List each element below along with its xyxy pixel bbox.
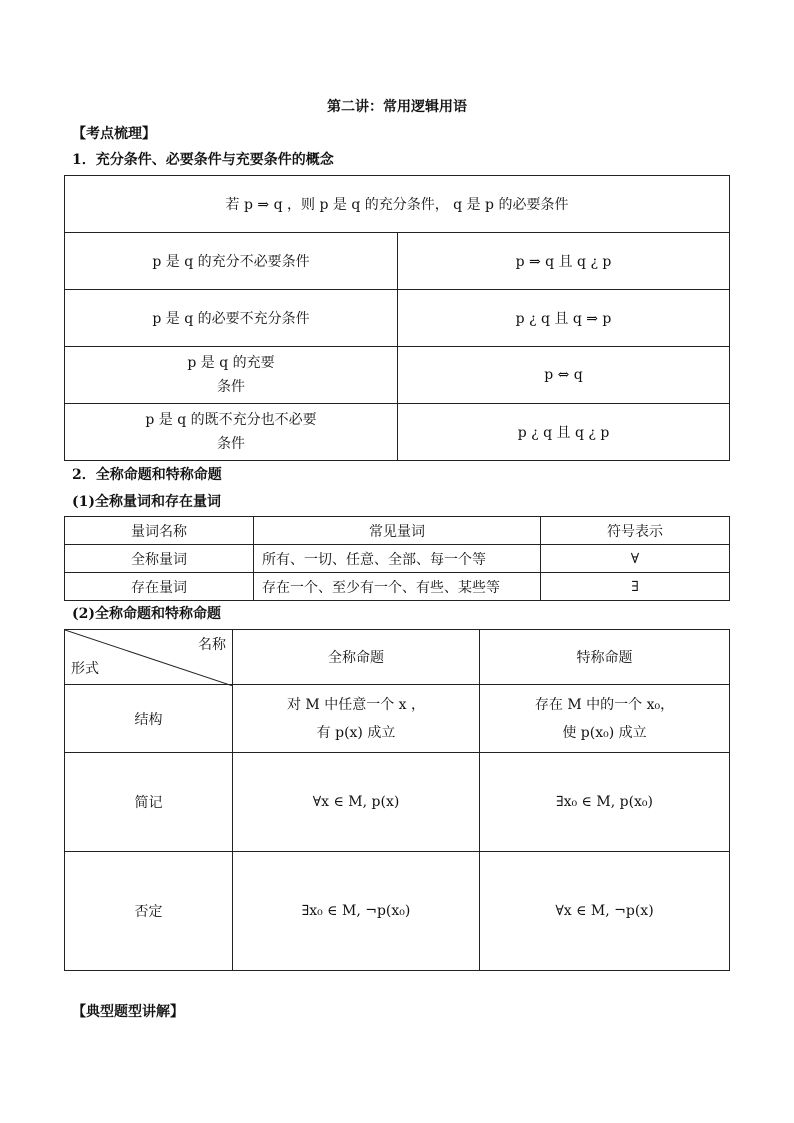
section-examples-heading: 【典型题型讲解】 bbox=[72, 1004, 184, 1020]
row-negation-universal: ∃x₀ ∈ M, ¬p(x₀) bbox=[233, 852, 480, 971]
conditions-header-cell: 若 p ⇒ q ，则 p 是 q 的充分条件， q 是 p 的必要条件 bbox=[65, 176, 730, 233]
corner-bottom-label: 形式 bbox=[71, 661, 99, 677]
cond-row4-left-line1: p 是 q 的既不充分也不必要 bbox=[145, 412, 317, 428]
quantifier-table bbox=[64, 516, 730, 601]
structure-universal-line2: 有 p(x) 成立 bbox=[316, 724, 396, 741]
heading-concepts: 1．充分条件、必要条件与充要条件的概念 bbox=[72, 152, 334, 168]
cond-row1-right: p ⇒ q 且 q ¿ p bbox=[398, 233, 730, 290]
quant-row1-name: 全称量词 bbox=[65, 545, 254, 573]
cond-row3-left-line1: p 是 q 的充要 bbox=[187, 355, 275, 371]
corner-top-label: 名称 bbox=[198, 637, 226, 653]
quant-row2-common: 存在一个、至少有一个、有些、某些等 bbox=[254, 573, 541, 601]
propositions-table bbox=[64, 629, 730, 971]
row-shorthand-universal: ∀x ∈ M, p(x) bbox=[233, 753, 480, 852]
cond-row3-left bbox=[65, 347, 398, 404]
row-negation-existential: ∀x ∈ M, ¬p(x) bbox=[480, 852, 730, 971]
quant-header-symbol: 符号表示 bbox=[541, 517, 730, 545]
section-review-heading: 【考点梳理】 bbox=[72, 126, 156, 142]
row-structure-existential bbox=[480, 685, 730, 753]
quant-header-common: 常见量词 bbox=[254, 517, 541, 545]
col-universal: 全称命题 bbox=[233, 630, 480, 685]
quant-row2-symbol: ∃ bbox=[541, 573, 730, 601]
conditions-table bbox=[64, 175, 730, 461]
row-shorthand-label: 简记 bbox=[65, 753, 233, 852]
cond-row4-right: p ¿ q 且 q ¿ p bbox=[398, 404, 730, 461]
cond-row3-right: p ⇔ q bbox=[398, 347, 730, 404]
heading-propositions: 2．全称命题和特称命题 bbox=[72, 467, 222, 483]
structure-existential-line1: 存在 M 中的一个 x₀， bbox=[534, 696, 675, 713]
cond-row2-right: p ¿ q 且 q ⇒ p bbox=[398, 290, 730, 347]
cond-row1-left: p 是 q 的充分不必要条件 bbox=[65, 233, 398, 290]
page-title: 第二讲：常用逻辑用语 bbox=[327, 99, 467, 115]
heading-universal-existential: (2)全称命题和特称命题 bbox=[72, 606, 221, 622]
structure-existential-line2: 使 p(x₀) 成立 bbox=[562, 724, 647, 741]
structure-universal-line1: 对 M 中任意一个 x ， bbox=[286, 696, 426, 713]
cond-row4-left bbox=[65, 404, 398, 461]
col-existential: 特称命题 bbox=[480, 630, 730, 685]
row-negation-label: 否定 bbox=[65, 852, 233, 971]
corner-cell bbox=[65, 630, 233, 685]
cond-row3-left-line2: 条件 bbox=[217, 379, 245, 395]
cond-row4-left-line2: 条件 bbox=[217, 436, 245, 452]
quant-row1-symbol: ∀ bbox=[541, 545, 730, 573]
quant-header-name: 量词名称 bbox=[65, 517, 254, 545]
row-shorthand-existential: ∃x₀ ∈ M, p(x₀) bbox=[480, 753, 730, 852]
row-structure-universal bbox=[233, 685, 480, 753]
heading-quantifiers: (1)全称量词和存在量词 bbox=[72, 494, 221, 510]
row-structure-label: 结构 bbox=[65, 685, 233, 753]
quant-row1-common: 所有、一切、任意、全部、每一个等 bbox=[254, 545, 541, 573]
quant-row2-name: 存在量词 bbox=[65, 573, 254, 601]
cond-row2-left: p 是 q 的必要不充分条件 bbox=[65, 290, 398, 347]
